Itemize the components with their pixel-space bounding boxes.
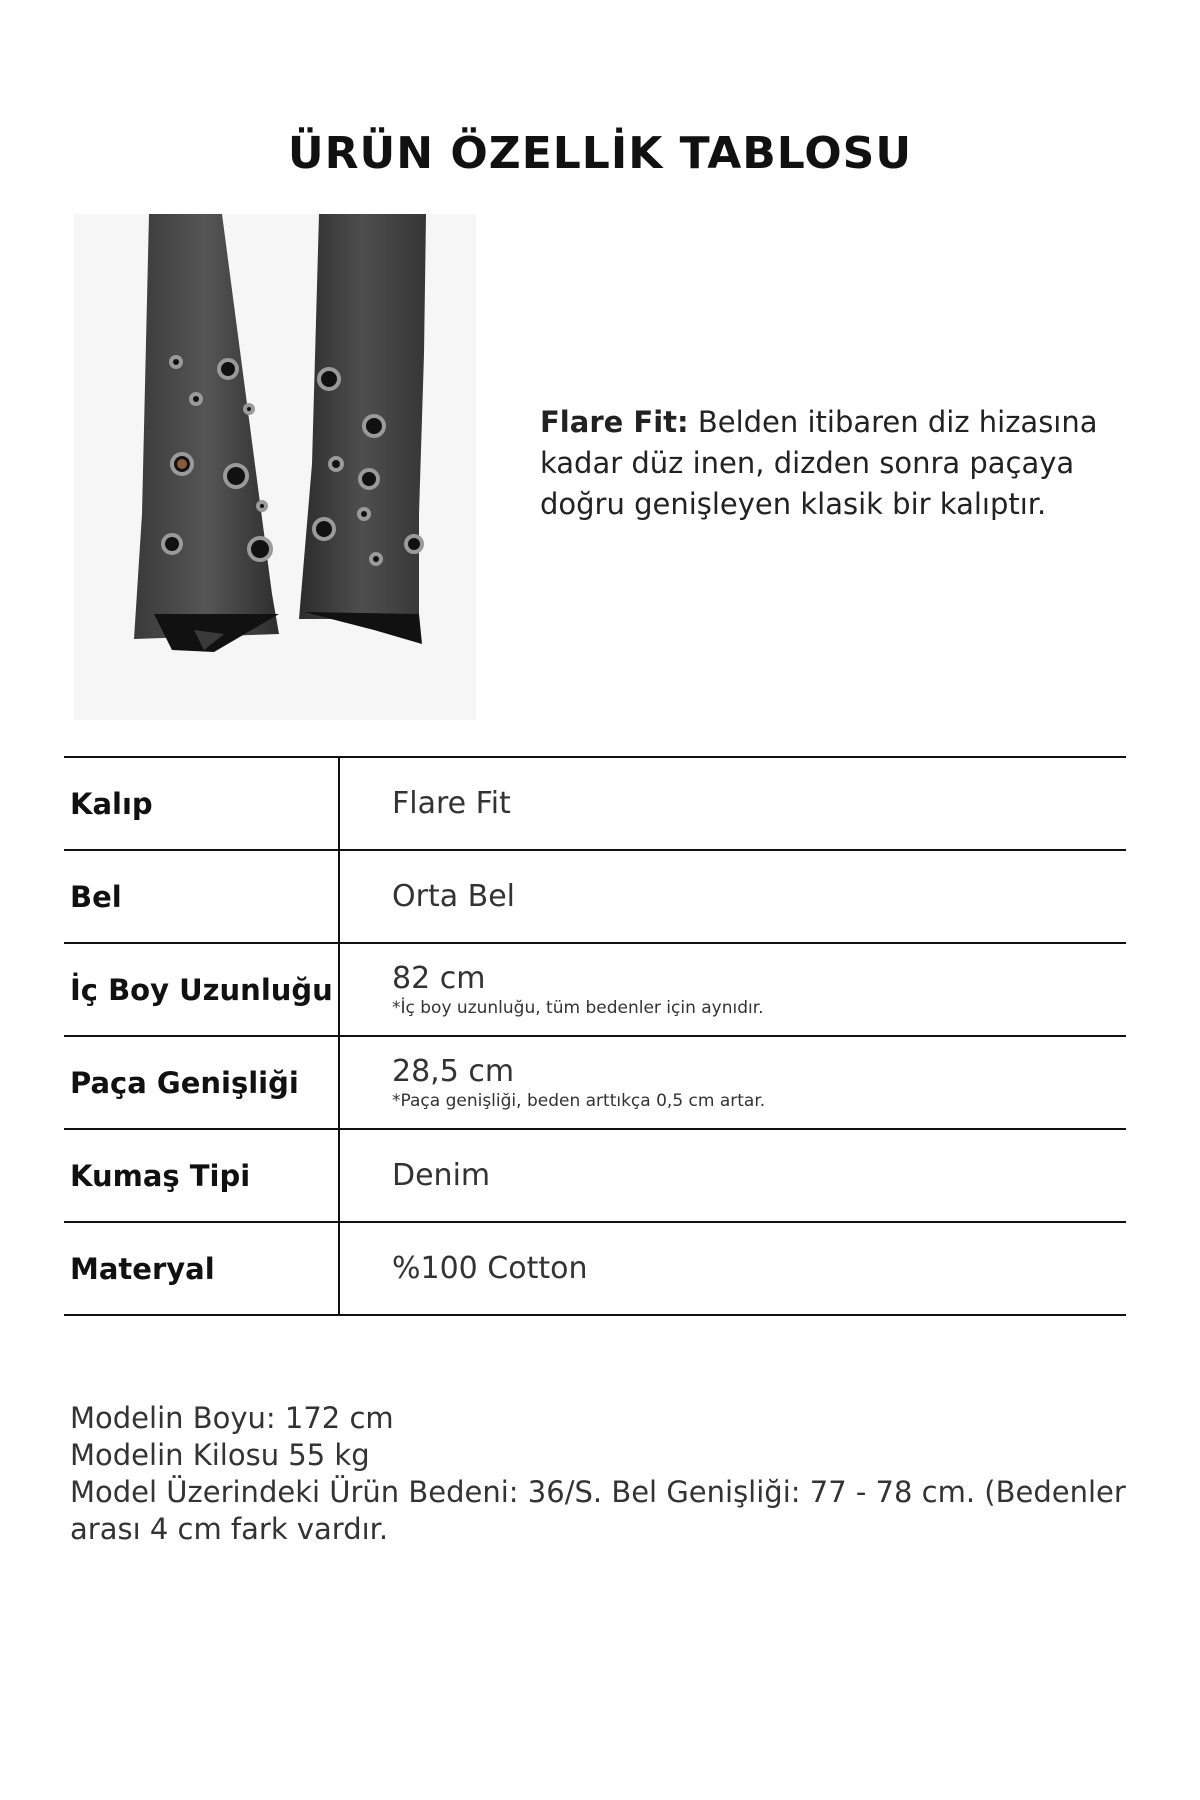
spec-value-cell	[339, 757, 1126, 850]
spec-note: *Paça genişliği, beden arttıkça 0,5 cm artar.	[392, 1091, 766, 1111]
table-row	[64, 850, 1126, 943]
spec-value-cell	[339, 1222, 1126, 1315]
spec-value-cell	[339, 1036, 1126, 1129]
spec-note: *İç boy uzunluğu, tüm bedenler için aynıdır.	[392, 998, 764, 1018]
spec-label: Kumaş Tipi	[64, 1129, 339, 1222]
spec-label: Kalıp	[64, 757, 339, 850]
spec-label: Bel	[64, 850, 339, 943]
model-weight: Modelin Kilosu 55 kg	[70, 1438, 370, 1472]
table-row	[64, 1129, 1126, 1222]
table-row	[64, 1036, 1126, 1129]
spec-value: Denim	[392, 1158, 491, 1193]
table-row	[64, 943, 1126, 1036]
page-title: ÜRÜN ÖZELLİK TABLOSU	[287, 128, 913, 179]
spec-value: Orta Bel	[392, 879, 516, 914]
spec-value: Flare Fit	[392, 786, 511, 821]
spec-value-cell	[339, 943, 1126, 1036]
spec-value: 28,5 cm	[392, 1054, 515, 1089]
spec-label: Materyal	[64, 1222, 339, 1315]
table-row	[64, 757, 1126, 850]
spec-value: %100 Cotton	[392, 1251, 588, 1286]
spec-label: İç Boy Uzunluğu	[64, 943, 339, 1036]
model-info	[70, 1400, 1130, 1548]
model-size: Model Üzerindeki Ürün Bedeni: 36/S. Bel Genişliği: 77 - 78 cm. (Bedenler arası 4 cm fark vardır.	[70, 1475, 1126, 1546]
spec-value-cell	[339, 1129, 1126, 1222]
spec-value: 82 cm	[392, 961, 486, 996]
model-height: Modelin Boyu: 172 cm	[70, 1401, 394, 1435]
spec-table	[64, 756, 1126, 1316]
table-row	[64, 1222, 1126, 1315]
fit-description	[540, 402, 1140, 525]
product-photo	[74, 214, 476, 720]
spec-value-cell	[339, 850, 1126, 943]
spec-label: Paça Genişliği	[64, 1036, 339, 1129]
fit-description-text: Belden itibaren diz hizasına kadar düz inen, dizden sonra paçaya doğru genişleyen klasik bir kalıptır.	[540, 405, 1098, 521]
fit-description-lead: Flare Fit:	[540, 405, 689, 439]
